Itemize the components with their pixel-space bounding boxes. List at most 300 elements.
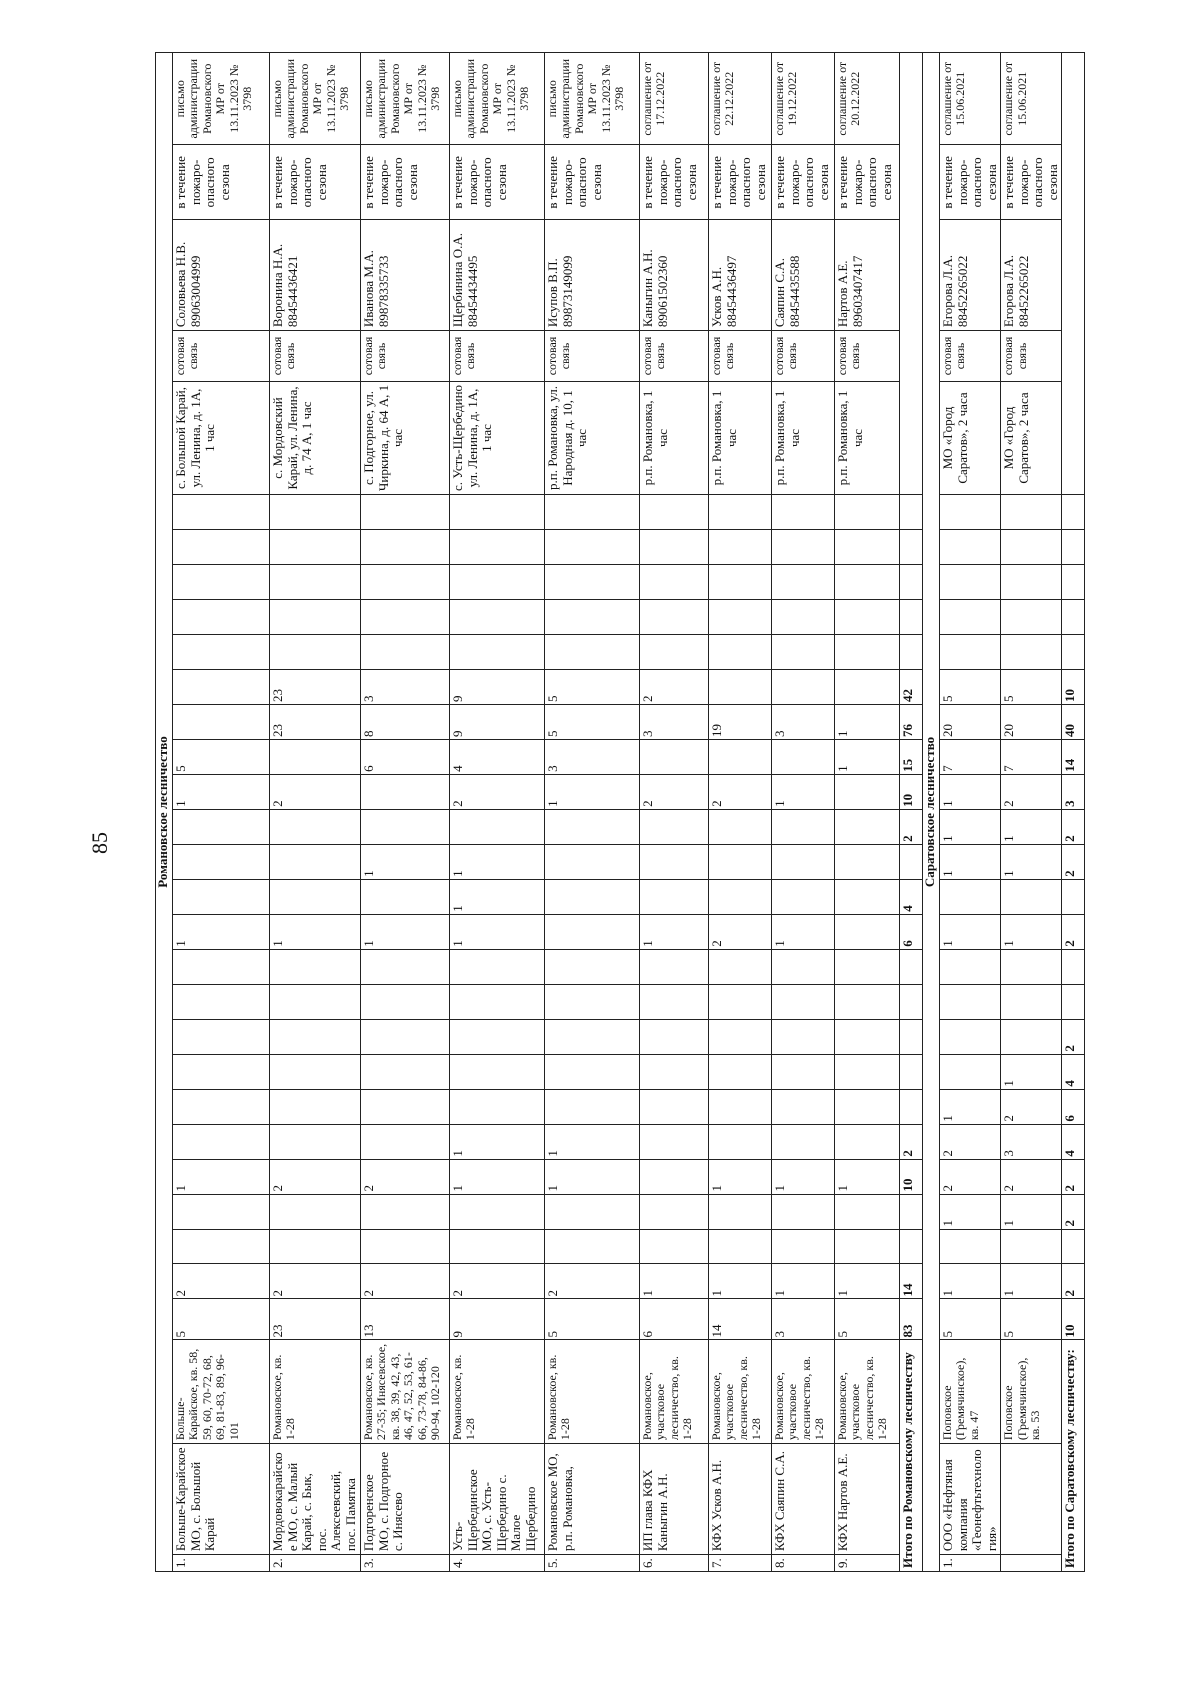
count-cell: 5 [173,739,270,774]
count-cell: 5 [1001,670,1062,705]
row-number [1001,1555,1062,1572]
organization-name: Мордовокарайское МО, с. Малый Карай, с. Бык, пос. Алексеевский, пос. Памятка [270,1444,361,1555]
count-cell: 2 [173,1264,270,1299]
count-cell [450,949,545,984]
count-cell: 9 [450,704,545,739]
count-cell [772,949,835,984]
count-cell: 6 [361,739,450,774]
count-cell [772,879,835,914]
count-cell [173,1019,270,1054]
count-cell [450,984,545,1019]
availability-period: в течение пожаро-опасного сезона [270,145,361,220]
count-cell [173,844,270,879]
count-cell [709,1124,772,1159]
total-count-cell: 83 [900,1299,923,1340]
count-cell [361,495,450,530]
total-count-cell: 6 [900,914,923,949]
forest-quarters: Поповское (Гремячинское), кв. 53 [1001,1340,1062,1444]
agreement-document: письмо администрации Романовского МР от 13.11.2023 № 3798 [450,53,545,145]
count-cell [270,495,361,530]
total-count-cell: 4 [1062,1124,1085,1159]
total-count-cell [900,984,923,1019]
total-count-cell [1062,879,1085,914]
row-number: 1. [940,1555,1001,1572]
count-cell [1001,984,1062,1019]
count-cell [361,635,450,670]
table-row [270,53,361,1572]
count-cell [270,1229,361,1264]
count-cell [1001,1019,1062,1054]
location-time: р.п. Романовка, ул. Народная д. 10, 1 час [545,381,640,494]
count-cell [772,495,835,530]
contact-person: Усков А.Н. 88454436497 [709,220,772,331]
communication-type: сотовая связь [450,331,545,382]
count-cell [709,565,772,600]
organization-name: Больше-Карайское МО, с. Большой Карай [173,1444,270,1555]
communication-type: сотовая связь [173,331,270,382]
total-count-cell: 14 [900,1264,923,1299]
agreement-document: соглашение от 20.12.2022 [835,53,900,145]
count-cell [835,1019,900,1054]
count-cell: 3 [545,739,640,774]
count-cell [173,1054,270,1089]
count-cell [940,1054,1001,1089]
count-cell [173,565,270,600]
count-cell: 8 [361,704,450,739]
count-cell: 9 [450,670,545,705]
count-cell [173,530,270,565]
count-cell [835,1229,900,1264]
forest-quarters: Романовское, участковое лесничество, кв. 1-28 [772,1340,835,1444]
count-cell: 5 [545,670,640,705]
count-cell [173,1194,270,1229]
count-cell: 7 [940,739,1001,774]
total-count-cell [900,1229,923,1264]
total-count-cell [1062,600,1085,635]
count-cell: 1 [640,914,709,949]
count-cell [1001,949,1062,984]
total-count-cell: 2 [1062,844,1085,879]
agreement-document: соглашение от 19.12.2022 [772,53,835,145]
count-cell [709,1054,772,1089]
count-cell: 1 [1001,1264,1062,1299]
table-row [450,53,545,1572]
count-cell: 2 [940,1124,1001,1159]
count-cell [1001,600,1062,635]
count-cell [772,809,835,844]
count-cell [450,495,545,530]
table-row [709,53,772,1572]
count-cell [772,984,835,1019]
count-cell [545,1019,640,1054]
count-cell [1001,635,1062,670]
count-cell [361,809,450,844]
total-count-cell [900,1089,923,1124]
count-cell [361,565,450,600]
row-number: 5. [545,1555,640,1572]
count-cell [1001,565,1062,600]
communication-type: сотовая связь [1001,331,1062,382]
count-cell [545,600,640,635]
count-cell [270,530,361,565]
count-cell [772,565,835,600]
contact-person: Воронина Н.А. 88454436421 [270,220,361,331]
count-cell: 23 [270,704,361,739]
total-count-cell: 2 [1062,1194,1085,1229]
count-cell: 5 [940,1299,1001,1340]
total-label: Итого по Романовскому лесничеству [900,1340,923,1572]
count-cell: 5 [173,1299,270,1340]
total-count-cell: 76 [900,704,923,739]
table-row [361,53,450,1572]
count-cell [835,809,900,844]
count-cell: 1 [361,914,450,949]
total-count-cell [900,1054,923,1089]
row-number: 7. [709,1555,772,1572]
count-cell [640,1194,709,1229]
location-time: с. Большой Карай, ул. Ленина, д. 1А, 1 час [173,381,270,494]
total-count-cell: 2 [900,1124,923,1159]
count-cell [450,1229,545,1264]
availability-period: в течение пожаро-опасного сезона [940,145,1001,220]
location-time: р.п. Романовка, 1 час [709,381,772,494]
count-cell [772,530,835,565]
count-cell [173,495,270,530]
total-count-cell [900,949,923,984]
count-cell: 5 [835,1299,900,1340]
count-cell [835,949,900,984]
count-cell [640,1159,709,1194]
count-cell [545,844,640,879]
count-cell: 1 [772,774,835,809]
organization-name: Подгоренское МО, с. Подгорное с. Инясево [361,1444,450,1555]
count-cell [640,1089,709,1124]
total-count-cell: 2 [1062,809,1085,844]
total-count-cell [900,495,923,530]
count-cell: 1 [772,914,835,949]
total-count-cell: 4 [1062,1054,1085,1089]
count-cell [835,774,900,809]
total-count-cell: 10 [900,1159,923,1194]
count-cell [173,984,270,1019]
count-cell [361,1124,450,1159]
count-cell: 1 [709,1264,772,1299]
agreement-document: соглашение от 22.12.2022 [709,53,772,145]
count-cell [450,1019,545,1054]
total-count-cell: 10 [1062,1299,1085,1340]
communication-type: сотовая связь [361,331,450,382]
contact-person: Саяпин С.А. 88454435588 [772,220,835,331]
count-cell [270,1124,361,1159]
count-cell [835,1089,900,1124]
count-cell: 1 [772,1159,835,1194]
total-count-cell: 42 [900,670,923,705]
total-count-cell: 14 [1062,739,1085,774]
contact-person: Каныгин А.Н. 89061502360 [640,220,709,331]
total-count-cell [1062,565,1085,600]
forest-quarters: Романовское, кв. 1-28 [270,1340,361,1444]
count-cell [270,600,361,635]
count-cell: 2 [450,774,545,809]
count-cell [940,879,1001,914]
row-number: 4. [450,1555,545,1572]
count-cell [270,635,361,670]
count-cell [361,984,450,1019]
total-count-cell [1062,635,1085,670]
total-count-cell: 2 [900,809,923,844]
count-cell [709,949,772,984]
organization-name: Усть-Щербединское МО, с. Усть-Щербедино с. Малое Щербедино [450,1444,545,1555]
count-cell [450,530,545,565]
count-cell: 1 [940,844,1001,879]
count-cell [173,670,270,705]
count-cell [450,1089,545,1124]
total-count-cell [900,844,923,879]
count-cell [545,984,640,1019]
total-count-cell [1062,949,1085,984]
count-cell [640,739,709,774]
count-cell: 2 [1001,774,1062,809]
count-cell [835,914,900,949]
count-cell: 5 [545,704,640,739]
count-cell [361,949,450,984]
count-cell: 2 [640,774,709,809]
count-cell: 3 [772,1299,835,1340]
count-cell: 1 [450,879,545,914]
count-cell [640,1054,709,1089]
count-cell [270,1194,361,1229]
count-cell [361,1089,450,1124]
count-cell [835,530,900,565]
count-cell [772,844,835,879]
count-cell [772,1019,835,1054]
communication-type: сотовая связь [545,331,640,382]
count-cell [450,600,545,635]
count-cell [450,635,545,670]
count-cell [772,1124,835,1159]
count-cell [173,600,270,635]
count-cell [835,1124,900,1159]
count-cell [640,1019,709,1054]
count-cell [709,495,772,530]
count-cell: 4 [450,739,545,774]
count-cell [361,774,450,809]
total-label: Итого по Саратовскому лесничеству: [1062,1340,1085,1572]
count-cell [361,1054,450,1089]
count-cell [940,635,1001,670]
count-cell: 2 [640,670,709,705]
organization-name: КФХ Усков А.Н. [709,1444,772,1555]
count-cell: 6 [640,1299,709,1340]
count-cell: 1 [1001,1054,1062,1089]
communication-type: сотовая связь [835,331,900,382]
count-cell: 1 [1001,809,1062,844]
count-cell: 1 [940,1264,1001,1299]
agreement-document: письмо администрации Романовского МР от 13.11.2023 № 3798 [361,53,450,145]
table-row [545,53,640,1572]
count-cell [940,565,1001,600]
count-cell [545,1054,640,1089]
count-cell [940,949,1001,984]
count-cell: 2 [450,1264,545,1299]
count-cell [270,879,361,914]
total-count-cell: 2 [1062,1159,1085,1194]
total-count-cell [900,1019,923,1054]
count-cell [361,879,450,914]
agreement-document: письмо администрации Романовского МР от 13.11.2023 № 3798 [173,53,270,145]
availability-period: в течение пожаро-опасного сезона [361,145,450,220]
document-sheet [155,52,1078,1572]
organization-name: ООО «Нефтяная компания «Геонефтьтехнология» [940,1444,1001,1555]
count-cell [450,1054,545,1089]
count-cell [640,949,709,984]
availability-period: в течение пожаро-опасного сезона [545,145,640,220]
count-cell [709,600,772,635]
availability-period: в течение пожаро-опасного сезона [709,145,772,220]
count-cell [709,879,772,914]
count-cell: 1 [173,1159,270,1194]
availability-period: в течение пожаро-опасного сезона [835,145,900,220]
location-time: МО «Город Саратов», 2 часа [1001,381,1062,494]
table-row [772,53,835,1572]
count-cell [640,844,709,879]
count-cell [270,949,361,984]
count-cell [545,879,640,914]
count-cell [835,670,900,705]
count-cell [835,879,900,914]
count-cell [640,984,709,1019]
count-cell [835,565,900,600]
count-cell: 14 [709,1299,772,1340]
row-number: 3. [361,1555,450,1572]
count-cell: 5 [1001,1299,1062,1340]
table-row [940,53,1001,1572]
count-cell: 3 [1001,1124,1062,1159]
count-cell [640,809,709,844]
communication-type: сотовая связь [940,331,1001,382]
count-cell: 1 [270,914,361,949]
count-cell [835,635,900,670]
location-time: МО «Город Саратов», 2 часа [940,381,1001,494]
count-cell: 1 [545,1124,640,1159]
count-cell [940,600,1001,635]
forest-quarters: Больше-Карайское, кв. 58, 59, 60, 70-72, 68, 69, 81-83, 89, 96-101 [173,1340,270,1444]
availability-period: в течение пожаро-опасного сезона [173,145,270,220]
count-cell: 20 [940,704,1001,739]
count-cell: 1 [361,844,450,879]
count-cell [709,739,772,774]
count-cell [772,1194,835,1229]
count-cell: 2 [1001,1159,1062,1194]
count-cell [709,670,772,705]
count-cell: 1 [545,1159,640,1194]
organization-name: Романовское МО, р.п. Романовка, [545,1444,640,1555]
count-cell [270,1019,361,1054]
row-number: 1. [173,1555,270,1572]
count-cell [709,984,772,1019]
count-cell: 5 [545,1299,640,1340]
count-cell [545,495,640,530]
total-count-cell [1062,984,1085,1019]
total-count-cell [900,530,923,565]
organization-name: ИП глава КФХ Каныгин А.Н. [640,1444,709,1555]
section-title: Саратовское лесничество [923,53,940,1572]
contact-person: Егорова Л.А. 88452265022 [1001,220,1062,331]
count-cell [835,1054,900,1089]
count-cell [545,949,640,984]
rotated-table-frame [155,52,1078,1572]
total-count-cell: 10 [1062,670,1085,705]
count-cell [545,914,640,949]
count-cell: 19 [709,704,772,739]
communication-type: сотовая связь [709,331,772,382]
total-count-cell: 4 [900,879,923,914]
section-title: Романовское лесничество [156,53,173,1572]
forest-quarters: Романовское, участковое лесничество, кв. 1-28 [835,1340,900,1444]
count-cell [1001,1229,1062,1264]
count-cell [173,1089,270,1124]
total-empty-cell [900,53,923,495]
agreement-document: соглашение от 15.06.2021 [940,53,1001,145]
total-row [1062,53,1085,1572]
count-cell: 2 [361,1159,450,1194]
row-number: 2. [270,1555,361,1572]
count-cell [940,530,1001,565]
count-cell [835,495,900,530]
count-cell: 1 [835,704,900,739]
count-cell [270,739,361,774]
total-count-cell: 10 [900,774,923,809]
section-header-row [156,53,173,1572]
count-cell [1001,530,1062,565]
total-count-cell [1062,530,1085,565]
availability-period: в течение пожаро-опасного сезона [1001,145,1062,220]
total-count-cell: 40 [1062,704,1085,739]
count-cell: 1 [1001,1194,1062,1229]
count-cell: 1 [450,844,545,879]
count-cell [270,565,361,600]
count-cell [772,1229,835,1264]
page-number: 85 [87,832,112,854]
count-cell: 3 [772,704,835,739]
count-cell: 2 [545,1264,640,1299]
count-cell: 2 [270,1264,361,1299]
count-cell [709,844,772,879]
table-row [1001,53,1062,1572]
total-count-cell [900,1194,923,1229]
count-cell [709,635,772,670]
count-cell [640,635,709,670]
count-cell [709,1229,772,1264]
count-cell [640,495,709,530]
contact-person: Щербинина О.А. 88454434495 [450,220,545,331]
count-cell [173,1229,270,1264]
table-row [173,53,270,1572]
forest-quarters: Романовское, участковое лесничество, кв. 1-28 [709,1340,772,1444]
count-cell: 13 [361,1299,450,1340]
count-cell: 1 [940,1089,1001,1124]
count-cell: 1 [450,914,545,949]
count-cell [450,565,545,600]
count-cell [940,495,1001,530]
count-cell: 2 [270,774,361,809]
contact-person: Егорова Л.А. 88452265022 [940,220,1001,331]
count-cell [640,1229,709,1264]
count-cell: 1 [545,774,640,809]
count-cell: 2 [270,1159,361,1194]
availability-period: в течение пожаро-опасного сезона [640,145,709,220]
count-cell [640,530,709,565]
